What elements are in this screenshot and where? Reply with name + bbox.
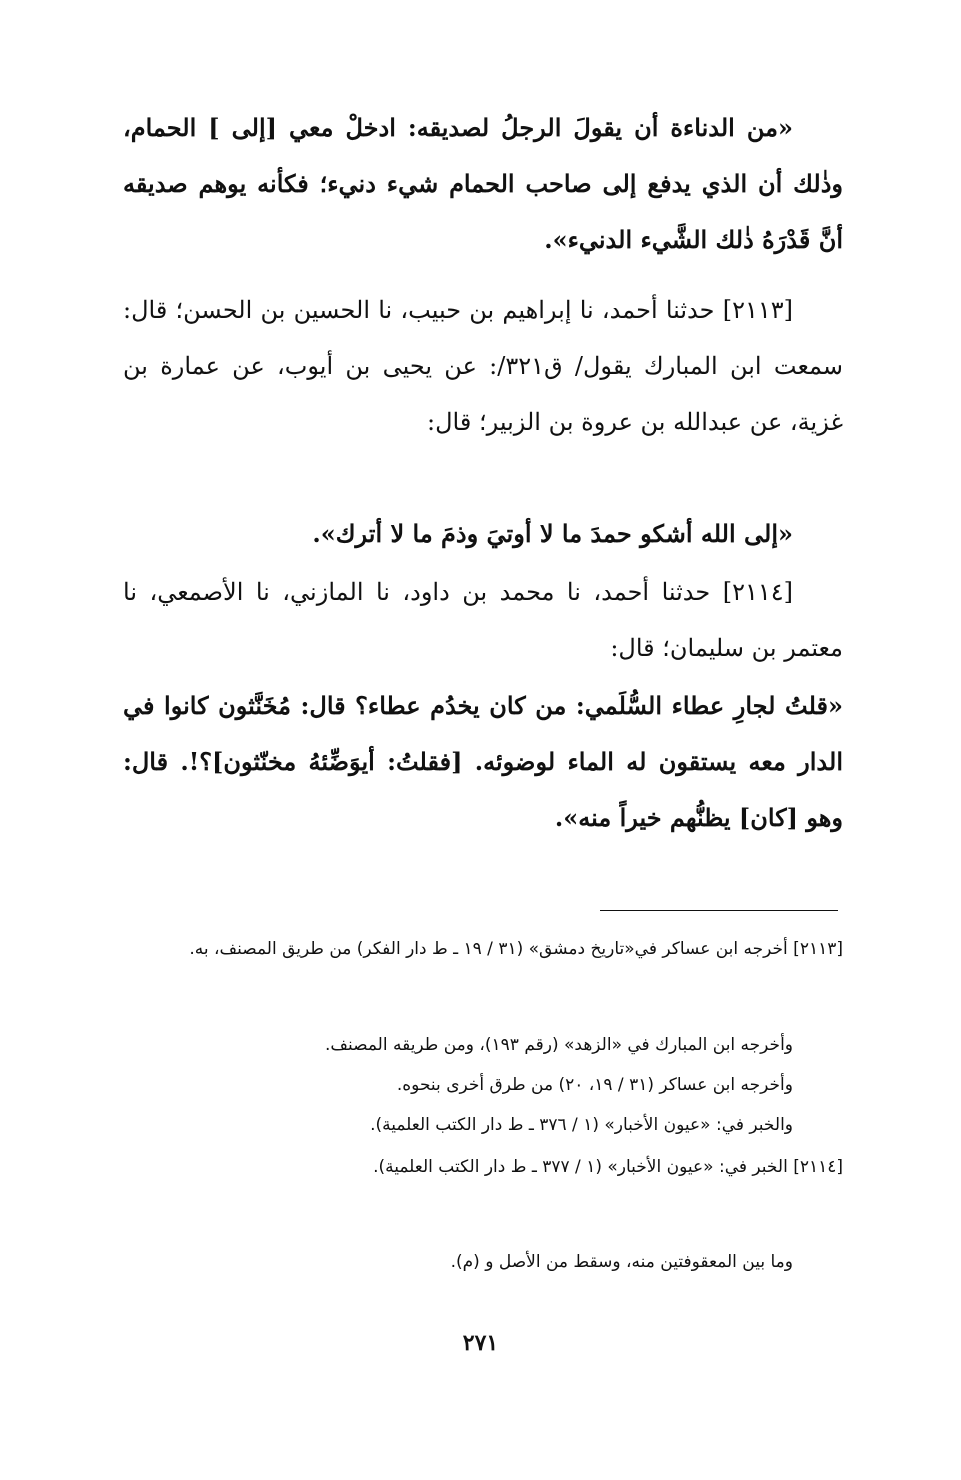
footnote-2113-uyun: والخبر في: «عيون الأخبار» (١ / ٣٧٦ ـ ط دار الكتب العلمية).	[370, 1115, 793, 1135]
footnote-2113: [٢١١٣] أخرجه ابن عساكر في«تاريخ دمشق» (٣١ / ١٩ ـ ط دار الفكر) من طريق المصنف، به.	[189, 939, 843, 959]
paragraph-hadith-2114-isnad: [٢١١٤] حدثنا أحمد، نا محمد بن داود، نا المازني، نا الأصمعي، نا معتمر بن سليمان؛ قال:	[123, 578, 843, 662]
paragraph-quote-ashku: «إلى الله أشكو حمدَ ما لا أوتيَ وذمَ ما لا أترك».	[312, 519, 793, 548]
paragraph-quote-danaa: «من الدناءة أن يقولَ الرجلُ لصديقه: ادخلْ معي [إلى ] الحمام، وذٰلك أن الذي يدفع إلى صاحب الحمام شيء دنيء؛ فكأنه يوهم صديقه أنَّ قَدْرَهُ ذٰلك الشَّيء الدنيء».	[123, 113, 843, 254]
paragraph-quote-ata: «قلتُ لجارِ عطاء السُّلَمي: من كان يخدُم عطاء؟ قال: مُخَنَّثون كانوا في الدار معه يستقون له الماء لوضوئه. [فقلتُ: أيوَضِّئهُ مخنّثون]؟!. قال: وهو [كان] يظنُّهم خيراً منه».	[123, 691, 843, 832]
footnote-2114: [٢١١٤] الخبر في: «عيون الأخبار» (١ / ٣٧٧ ـ ط دار الكتب العلمية).	[373, 1157, 843, 1177]
page-number: ٢٧١	[462, 1330, 499, 1356]
paragraph-hadith-2113-isnad: [٢١١٣] حدثنا أحمد، نا إبراهيم بن حبيب، نا الحسين بن الحسن؛ قال: سمعت ابن المبارك يقول/ ق٣٢١/: عن يحيى بن أيوب، عن عمارة بن غزية، عن عبدالله بن عروة بن الزبير؛ قال:	[123, 296, 844, 436]
footnote-2114-brackets: وما بين المعقوفتين منه، وسقط من الأصل و (م).	[450, 1252, 793, 1272]
footnote-divider	[600, 910, 838, 911]
footnote-2113-zuhd: وأخرجه ابن المبارك في «الزهد» (رقم ١٩٣)، ومن طريقه المصنف.	[324, 1035, 793, 1055]
footnote-2113-other-routes: وأخرجه ابن عساكر (٣١ / ١٩، ٢٠) من طرق أخرى بنحوه.	[396, 1075, 793, 1095]
